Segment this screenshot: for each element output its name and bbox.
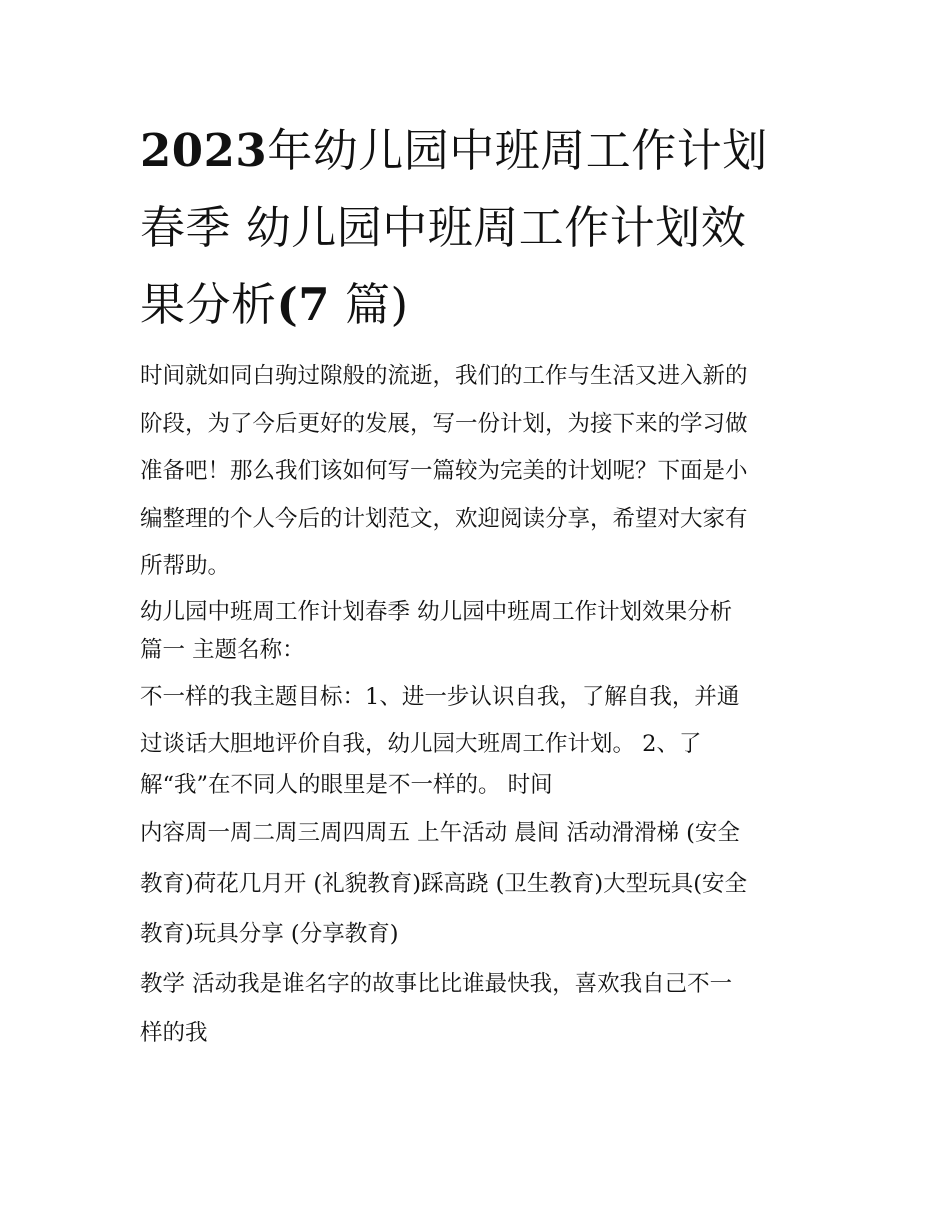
teaching-paragraph [140, 966, 820, 1052]
document-title [140, 112, 820, 343]
title-year: 2023 [140, 124, 268, 177]
intro-line: 编整理的个人今后的计划范文，欢迎阅读分享，希望对大家有 [140, 505, 748, 532]
theme-line: 过谈话大胆地评价自我，幼儿园大班周工作计划。 2、了 [140, 731, 702, 757]
title-line-1-text: 年幼儿园中班周工作计划 [267, 124, 768, 177]
intro-line: 时间就如同白驹过隙般的流逝，我们的工作与生活又进入新的 [140, 363, 748, 389]
title-line-2: 春季 幼儿园中班周工作计划效 [140, 201, 747, 254]
teaching-line: 样的我 [140, 1020, 208, 1046]
schedule-line: 教育)玩具分享 (分享教育) [140, 921, 399, 947]
document-body [140, 358, 820, 1052]
theme-paragraph [140, 679, 820, 804]
schedule-line: 教育)荷花几月开 (礼貌教育)踩高跷 (卫生教育)大型玩具(安全 [140, 870, 747, 897]
section-heading-line: 篇一 主题名称： [140, 637, 305, 663]
schedule-paragraph [140, 815, 820, 953]
title-line-3-tail: 篇) [344, 278, 409, 331]
title-line-1 [140, 112, 820, 189]
intro-paragraph [140, 358, 820, 585]
theme-line: 解“我”在不同人的眼里是不一样的。 时间 [140, 771, 553, 798]
section-heading [140, 594, 820, 669]
intro-line: 阶段，为了今后更好的发展，写一份计划，为接下来的学习做 [140, 410, 748, 437]
teaching-line: 教学 活动我是谁名字的故事比比谁最快我，喜欢我自己不一 [140, 970, 733, 997]
intro-line: 所帮助。 [140, 553, 231, 579]
schedule-line: 内容周一周二周三周四周五 上午活动 晨间 活动滑滑梯 (安全 [140, 820, 740, 846]
title-count: (7 [276, 278, 331, 331]
title-line-3 [140, 266, 820, 343]
section-heading-line: 幼儿园中班周工作计划春季 幼儿园中班周工作计划效果分析 [140, 598, 733, 625]
theme-line: 不一样的我主题目标：1、进一步认识自我，了解自我，并通 [140, 683, 740, 710]
title-line-3-text: 果分析 [140, 278, 277, 331]
intro-line: 准备吧！那么我们该如何写一篇较为完美的计划呢？下面是小 [140, 458, 748, 484]
